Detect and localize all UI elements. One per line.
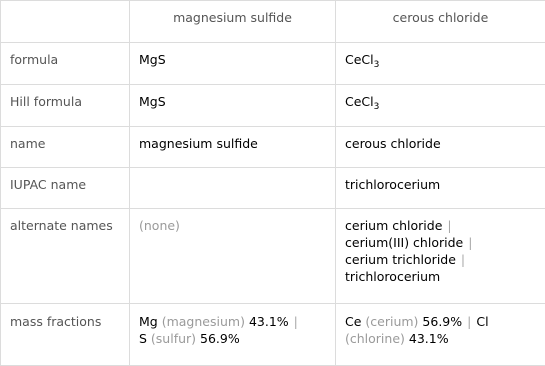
- separator: |: [456, 252, 470, 267]
- element-name: (cerium): [365, 314, 418, 329]
- separator: |: [289, 314, 303, 329]
- element-symbol: Cl: [476, 314, 488, 329]
- hill-formula-main: CeCl: [345, 94, 374, 109]
- mass-fraction-value: 43.1%: [409, 331, 449, 346]
- mass-fraction-value: 43.1%: [249, 314, 289, 329]
- row-label-mass-fractions: mass fractions: [1, 304, 130, 366]
- column-header-magnesium-sulfide: magnesium sulfide: [130, 1, 336, 43]
- formula-subscript: 3: [374, 60, 380, 70]
- hill-formula-cerous-chloride: [336, 85, 545, 127]
- separator: |: [462, 314, 476, 329]
- alternate-names-row: [1, 209, 545, 304]
- name-cerous-chloride: cerous chloride: [336, 127, 545, 168]
- separator: |: [463, 235, 477, 250]
- iupac-name-magnesium-sulfide: [130, 168, 336, 209]
- element-name: (chlorine): [345, 331, 405, 346]
- row-label-name: name: [1, 127, 130, 168]
- row-label-hill-formula: Hill formula: [1, 85, 130, 127]
- name-row: [1, 127, 545, 168]
- row-label-formula: formula: [1, 43, 130, 85]
- iupac-name-cerous-chloride: trichlorocerium: [336, 168, 545, 209]
- row-label-alternate-names: alternate names: [1, 209, 130, 304]
- formula-main: CeCl: [345, 52, 374, 67]
- formula-row: [1, 43, 545, 85]
- name-magnesium-sulfide: magnesium sulfide: [130, 127, 336, 168]
- row-label-iupac-name: IUPAC name: [1, 168, 130, 209]
- element-symbol: S: [139, 331, 147, 346]
- mass-fraction-value: 56.9%: [422, 314, 462, 329]
- element-symbol: Ce: [345, 314, 361, 329]
- iupac-name-row: [1, 168, 545, 209]
- hill-formula-magnesium-sulfide: MgS: [130, 85, 336, 127]
- mass-fractions-cerous-chloride: [336, 304, 545, 366]
- alternate-name: cerium chloride: [345, 218, 442, 233]
- hill-formula-row: [1, 85, 545, 127]
- formula-magnesium-sulfide: MgS: [130, 43, 336, 85]
- corner-cell: [1, 1, 130, 43]
- element-name: (magnesium): [162, 314, 245, 329]
- mass-fractions-magnesium-sulfide: [130, 304, 336, 366]
- element-symbol: Mg: [139, 314, 158, 329]
- mass-fractions-row: [1, 304, 545, 366]
- alternate-names-cerous-chloride: [336, 209, 545, 304]
- separator: |: [442, 218, 456, 233]
- header-row: [1, 1, 545, 43]
- alternate-name: cerium(III) chloride: [345, 235, 463, 250]
- formula-cerous-chloride: [336, 43, 545, 85]
- mass-fraction-value: 56.9%: [200, 331, 240, 346]
- alternate-names-magnesium-sulfide: (none): [130, 209, 336, 304]
- column-header-cerous-chloride: cerous chloride: [336, 1, 545, 43]
- alternate-name: trichlorocerium: [345, 269, 440, 284]
- alternate-name: cerium trichloride: [345, 252, 456, 267]
- element-name: (sulfur): [151, 331, 196, 346]
- hill-formula-subscript: 3: [374, 102, 380, 112]
